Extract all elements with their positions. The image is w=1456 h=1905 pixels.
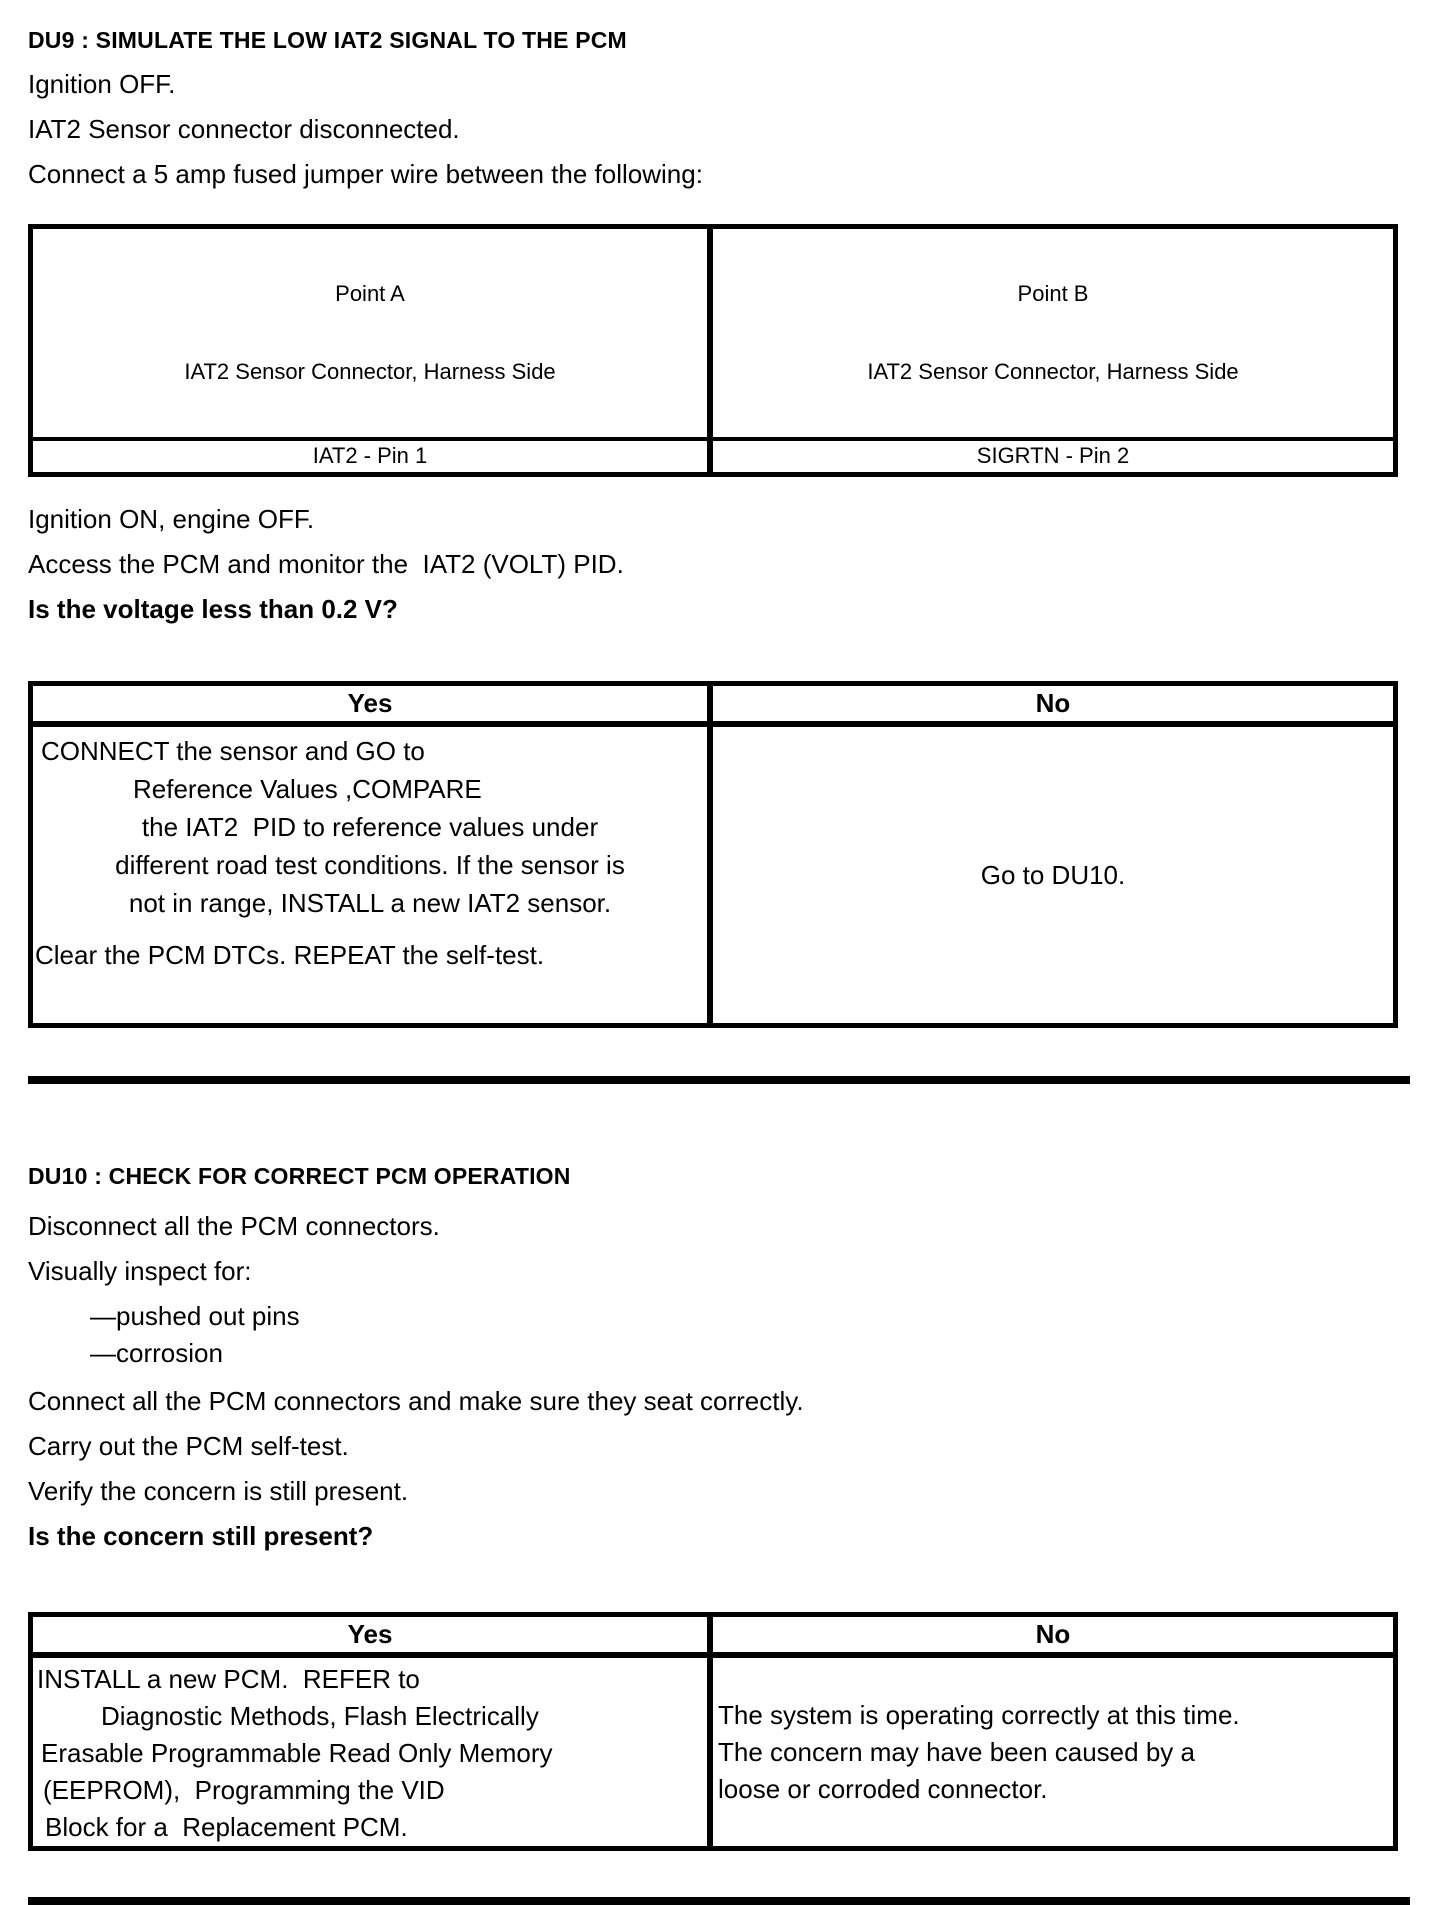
step-text: Disconnect all the PCM connectors. bbox=[28, 1211, 440, 1241]
step-text: Access the PCM and monitor the IAT2 (VOLT) PID. bbox=[28, 549, 624, 579]
decision-question: Is the concern still present? bbox=[28, 1521, 374, 1551]
cell-line: INSTALL a new PCM. REFER to bbox=[37, 1664, 420, 1694]
cell-line: Erasable Programmable Read Only Memory bbox=[41, 1738, 553, 1768]
no-action-cell bbox=[713, 1658, 1393, 1846]
point-sublabel: IAT2 Sensor Connector, Harness Side bbox=[867, 359, 1239, 384]
jumper-table-header-point-a bbox=[33, 229, 713, 441]
cell-line: Go to DU10. bbox=[980, 860, 1126, 890]
step-text: Connect all the PCM connectors and make sure they seat correctly. bbox=[28, 1386, 804, 1416]
cell-line: not in range, INSTALL a new IAT2 sensor. bbox=[128, 888, 612, 918]
cell-line: loose or corroded connector. bbox=[718, 1773, 1048, 1804]
section-du9 bbox=[28, 26, 1428, 1028]
inspection-bullet: —corrosion bbox=[90, 1338, 223, 1368]
step-text: Connect a 5 amp fused jumper wire between the following: bbox=[28, 159, 703, 189]
no-column-header: No bbox=[713, 686, 1393, 727]
point-label: Point A bbox=[335, 281, 405, 306]
cell-line: Clear the PCM DTCs. REPEAT the self-test. bbox=[35, 940, 545, 970]
cell-line: the IAT2 PID to reference values under bbox=[141, 812, 599, 842]
section-divider bbox=[28, 1076, 1410, 1084]
jumper-table-header-point-b bbox=[713, 229, 1393, 441]
point-label: Point B bbox=[1017, 281, 1089, 306]
section-title-du9: DU9 : SIMULATE THE LOW IAT2 SIGNAL TO THE PCM bbox=[28, 27, 627, 53]
yes-action-cell bbox=[33, 1658, 713, 1846]
step-text: Visually inspect for: bbox=[28, 1256, 252, 1286]
step-text: Verify the concern is still present. bbox=[28, 1476, 409, 1506]
page-bottom-divider bbox=[28, 1897, 1410, 1905]
decision-table-du10 bbox=[28, 1612, 1398, 1851]
step-text: Carry out the PCM self-test. bbox=[28, 1431, 349, 1461]
no-action-cell bbox=[713, 727, 1393, 1023]
cell-line: The concern may have been caused by a bbox=[718, 1736, 1195, 1767]
cell-line: The system is operating correctly at this time. bbox=[718, 1699, 1240, 1730]
point-sublabel: IAT2 Sensor Connector, Harness Side bbox=[184, 359, 556, 384]
step-text: Ignition ON, engine OFF. bbox=[28, 504, 315, 534]
jumper-table-cell-pin-b: SIGRTN - Pin 2 bbox=[976, 443, 1130, 468]
yes-column-header: Yes bbox=[33, 686, 713, 727]
section-du10 bbox=[28, 1162, 1428, 1851]
cell-line: Diagnostic Methods, Flash Electrically bbox=[101, 1701, 539, 1731]
step-text: IAT2 Sensor connector disconnected. bbox=[28, 114, 460, 144]
cell-line: different road test conditions. If the sensor is bbox=[115, 850, 625, 880]
cell-line: Reference Values ,COMPARE bbox=[133, 774, 482, 804]
yes-column-header: Yes bbox=[33, 1617, 713, 1658]
step-text: Ignition OFF. bbox=[28, 69, 176, 99]
cell-line: CONNECT the sensor and GO to bbox=[41, 736, 425, 766]
cell-line: (EEPROM), Programming the VID bbox=[43, 1775, 445, 1805]
yes-action-cell bbox=[33, 727, 713, 1023]
jumper-table-cell-pin-a: IAT2 - Pin 1 bbox=[33, 441, 713, 472]
no-column-header: No bbox=[713, 1617, 1393, 1658]
jumper-wire-table bbox=[28, 224, 1398, 477]
cell-line: Block for a Replacement PCM. bbox=[45, 1812, 408, 1842]
decision-question: Is the voltage less than 0.2 V? bbox=[28, 594, 398, 624]
inspection-bullet: —pushed out pins bbox=[90, 1301, 300, 1331]
section-title-du10: DU10 : CHECK FOR CORRECT PCM OPERATION bbox=[28, 1163, 571, 1189]
decision-table-du9 bbox=[28, 681, 1398, 1028]
